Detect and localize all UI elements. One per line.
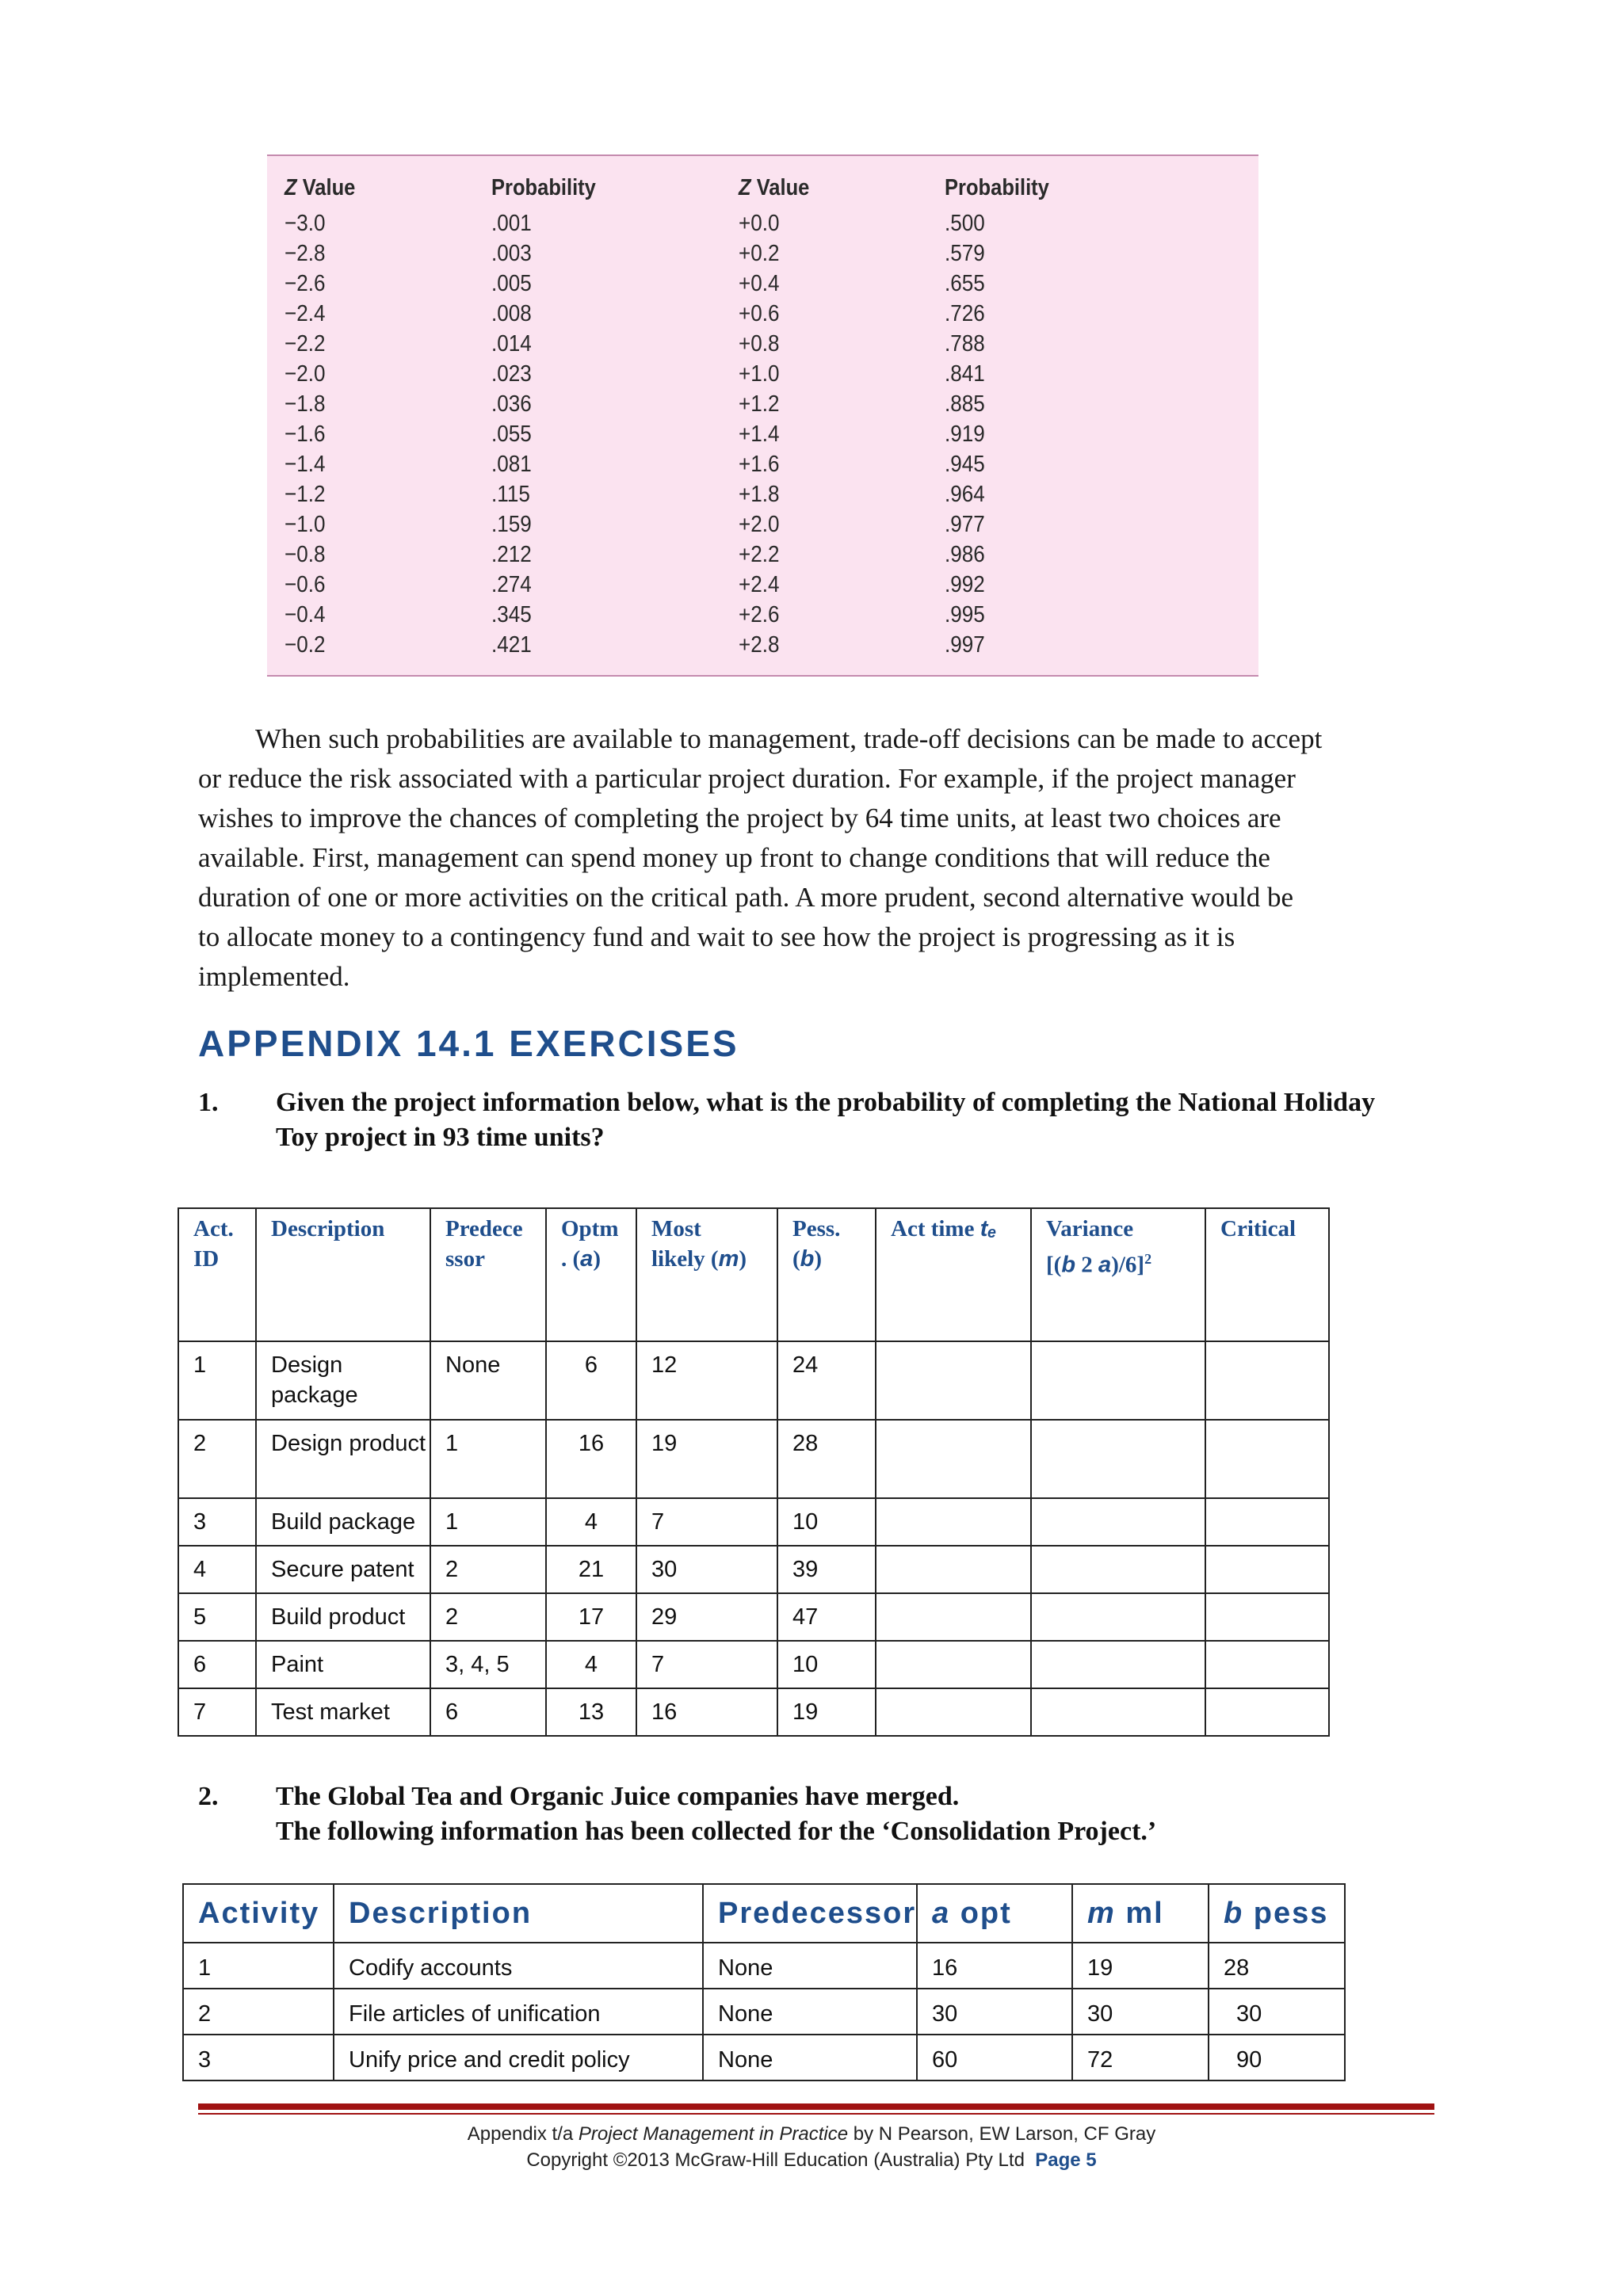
z-table-cell: +1.2 [739, 391, 780, 417]
footer-copyright: Copyright ©2013 McGraw-Hill Education (Australia) Pty Ltd Page 5 [526, 2149, 1097, 2171]
z-table-cell: .005 [491, 271, 532, 296]
z-table-cell: .345 [491, 602, 532, 627]
col-header-a-opt: a opt [917, 1884, 1072, 1943]
z-table-cell: −1.0 [285, 512, 326, 537]
cell-desc: Test market [256, 1688, 430, 1736]
table-row [178, 1593, 1329, 1641]
z-table-cell: .986 [945, 542, 985, 567]
cell-blank [876, 1498, 1031, 1546]
cell-desc: Design package [256, 1341, 430, 1420]
z-table-cell: +2.6 [739, 602, 780, 627]
cell-blank [1205, 1420, 1329, 1498]
z-table-cell: .001 [491, 211, 532, 236]
table-row [183, 2035, 1345, 2081]
z-probability-table [267, 154, 1258, 677]
probability-column-right [945, 167, 1064, 660]
footer-rule-thin [198, 2113, 1434, 2115]
cell-pred: None [430, 1341, 546, 1420]
cell-blank [1031, 1498, 1205, 1546]
cell-blank [876, 1341, 1031, 1420]
cell-id: 1 [183, 1943, 334, 1989]
cell-pred: 2 [430, 1593, 546, 1641]
cell-a: 13 [546, 1688, 636, 1736]
cell-b: 30 [1209, 1989, 1345, 2035]
probability-header: Probability [945, 175, 1049, 200]
probability-column-left [491, 167, 610, 660]
cell-a: 17 [546, 1593, 636, 1641]
col-header-most-likely: Most likely (m) [636, 1208, 777, 1341]
z-table-cell: .579 [945, 241, 985, 266]
col-header-description: Description [256, 1208, 430, 1341]
z-table-cell: .003 [491, 241, 532, 266]
cell-id: 4 [178, 1546, 256, 1593]
cell-m: 12 [636, 1341, 777, 1420]
cell-pred: 3, 4, 5 [430, 1641, 546, 1688]
cell-a: 4 [546, 1498, 636, 1546]
z-table-cell: .885 [945, 391, 985, 417]
col-header-m-ml: m ml [1072, 1884, 1209, 1943]
cell-blank [1031, 1688, 1205, 1736]
z-table-cell: .841 [945, 361, 985, 387]
z-table-cell: .274 [491, 572, 532, 597]
cell-blank [1031, 1641, 1205, 1688]
table-row [183, 1989, 1345, 2035]
body-paragraph: When such probabilities are available to management, trade-off decisions can be made to accept or reduce the risk associated with a particular project duration. For example, if the project manager wishes to improve the chances of completing the project by 64 time units, at least two choices are available. First, management can spend money up front to change conditions that will reduce the duration of one or more activities on the critical path. A more prudent, second alternative would be to allocate money to a contingency fund and wait to see how the project is progressing as it is implemented. [198, 723, 1323, 992]
z-table-cell: −1.6 [285, 421, 326, 447]
z-table-cell: .036 [491, 391, 532, 417]
z-table-cell: .212 [491, 542, 532, 567]
cell-a: 4 [546, 1641, 636, 1688]
footer-citation: Appendix t/a Project Management in Practice by N Pearson, EW Larson, CF Gray [467, 2123, 1156, 2145]
z-table-cell: −0.8 [285, 542, 326, 567]
col-header-description: Description [334, 1884, 703, 1943]
z-table-cell: −3.0 [285, 211, 326, 236]
table-row [178, 1498, 1329, 1546]
col-header-act-time: Act time tₑ [876, 1208, 1031, 1341]
cell-pred: 1 [430, 1498, 546, 1546]
z-table-cell: .014 [491, 331, 532, 357]
cell-blank [876, 1641, 1031, 1688]
z-table-cell: −0.2 [285, 632, 326, 658]
consolidation-project-table [182, 1883, 1346, 2081]
z-table-cell: .023 [491, 361, 532, 387]
z-table-cell: +1.8 [739, 482, 780, 507]
cell-b: 47 [777, 1593, 876, 1641]
cell-m: 19 [1072, 1943, 1209, 1989]
z-value-column-right [739, 167, 819, 660]
cell-blank [1031, 1420, 1205, 1498]
cell-m: 30 [1072, 1989, 1209, 2035]
z-table-cell: .008 [491, 301, 532, 326]
cell-b: 10 [777, 1498, 876, 1546]
cell-a: 16 [546, 1420, 636, 1498]
z-table-cell: +0.8 [739, 331, 780, 357]
cell-pred: None [703, 1943, 917, 1989]
z-table-cell: −2.0 [285, 361, 326, 387]
cell-blank [1031, 1593, 1205, 1641]
z-table-cell: +1.0 [739, 361, 780, 387]
cell-pred: None [703, 1989, 917, 2035]
probability-header: Probability [491, 175, 596, 200]
z-table-cell: .159 [491, 512, 532, 537]
cell-desc: Secure patent [256, 1546, 430, 1593]
cell-m: 7 [636, 1641, 777, 1688]
cell-blank [1205, 1641, 1329, 1688]
cell-desc: Build package [256, 1498, 430, 1546]
cell-blank [876, 1546, 1031, 1593]
z-table-cell: +1.4 [739, 421, 780, 447]
table-header-row [183, 1884, 1345, 1943]
table-row [178, 1688, 1329, 1736]
cell-blank [1205, 1688, 1329, 1736]
col-header-act-id: Act. ID [178, 1208, 256, 1341]
z-table-cell: +2.4 [739, 572, 780, 597]
cell-id: 3 [178, 1498, 256, 1546]
z-table-cell: +2.2 [739, 542, 780, 567]
cell-pred: 6 [430, 1688, 546, 1736]
cell-blank [876, 1593, 1031, 1641]
z-value-header: Z Value [285, 175, 356, 200]
cell-blank [876, 1420, 1031, 1498]
cell-b: 24 [777, 1341, 876, 1420]
cell-m: 72 [1072, 2035, 1209, 2081]
cell-id: 7 [178, 1688, 256, 1736]
cell-a: 30 [917, 1989, 1072, 2035]
z-table-cell: −1.4 [285, 452, 326, 477]
table-row [178, 1546, 1329, 1593]
col-header-variance: Variance [(b 2 a)/6]$^2$ [1031, 1208, 1205, 1341]
table-header-row [178, 1208, 1329, 1341]
z-table-cell: .655 [945, 271, 985, 296]
z-table-cell: +0.0 [739, 211, 780, 236]
z-table-cell: +2.8 [739, 632, 780, 658]
cell-blank [876, 1688, 1031, 1736]
cell-desc: Codify accounts [334, 1943, 703, 1989]
z-table-cell: .945 [945, 452, 985, 477]
z-table-cell: +0.6 [739, 301, 780, 326]
cell-pred: 1 [430, 1420, 546, 1498]
z-table-cell: .421 [491, 632, 532, 658]
z-table-cell: −2.2 [285, 331, 326, 357]
z-table-cell: .081 [491, 452, 532, 477]
z-table-cell: .500 [945, 211, 985, 236]
cell-blank [1205, 1593, 1329, 1641]
cell-m: 7 [636, 1498, 777, 1546]
cell-blank [1205, 1546, 1329, 1593]
table-row [178, 1420, 1329, 1498]
z-table-cell: −2.4 [285, 301, 326, 326]
z-table-cell: −2.8 [285, 241, 326, 266]
z-table-cell: .788 [945, 331, 985, 357]
question-text: Given the project information below, what is the probability of completing the National Holiday Toy project in 93 time units? [276, 1088, 1376, 1152]
table-row [183, 1943, 1345, 1989]
cell-id: 6 [178, 1641, 256, 1688]
question-text: The Global Tea and Organic Juice companies have merged. The following information has been collected for the ‘Consolidation Project.’ [276, 1782, 1157, 1846]
cell-b: 28 [777, 1420, 876, 1498]
cell-desc: Build product [256, 1593, 430, 1641]
z-table-cell: .919 [945, 421, 985, 447]
cell-m: 16 [636, 1688, 777, 1736]
cell-pred: None [703, 2035, 917, 2081]
cell-b: 19 [777, 1688, 876, 1736]
appendix-heading: APPENDIX 14.1 EXERCISES [198, 1023, 739, 1064]
cell-b: 90 [1209, 2035, 1345, 2081]
z-table-cell: .055 [491, 421, 532, 447]
cell-pred: 2 [430, 1546, 546, 1593]
cell-m: 30 [636, 1546, 777, 1593]
z-table-cell: +1.6 [739, 452, 780, 477]
z-table-cell: −2.6 [285, 271, 326, 296]
z-table-cell: +0.4 [739, 271, 780, 296]
cell-blank [1031, 1341, 1205, 1420]
cell-blank [1205, 1341, 1329, 1420]
cell-desc: Unify price and credit policy [334, 2035, 703, 2081]
z-table-cell: .726 [945, 301, 985, 326]
question-number: 2. [198, 1782, 219, 1811]
col-header-activity: Activity [183, 1884, 334, 1943]
cell-desc: Paint [256, 1641, 430, 1688]
footer-rule [198, 2103, 1434, 2110]
col-header-predecessor: Predece ssor [430, 1208, 546, 1341]
question-number: 1. [198, 1088, 219, 1117]
z-value-header: Z Value [739, 175, 810, 200]
cell-m: 29 [636, 1593, 777, 1641]
cell-b: 39 [777, 1546, 876, 1593]
cell-m: 19 [636, 1420, 777, 1498]
z-table-cell: −1.8 [285, 391, 326, 417]
z-table-cell: −0.6 [285, 572, 326, 597]
z-table-cell: .995 [945, 602, 985, 627]
z-table-cell: .115 [491, 482, 530, 507]
z-table-cell: −1.2 [285, 482, 326, 507]
col-header-pessimistic: Pess. (b) [777, 1208, 876, 1341]
z-value-column-left [285, 167, 365, 660]
cell-b: 28 [1209, 1943, 1345, 1989]
cell-blank [1031, 1546, 1205, 1593]
cell-id: 2 [178, 1420, 256, 1498]
cell-id: 5 [178, 1593, 256, 1641]
cell-desc: Design product [256, 1420, 430, 1498]
z-table-cell: .992 [945, 572, 985, 597]
z-table-cell: +0.2 [739, 241, 780, 266]
project-activity-table [178, 1207, 1330, 1737]
cell-b: 10 [777, 1641, 876, 1688]
cell-a: 60 [917, 2035, 1072, 2081]
cell-id: 3 [183, 2035, 334, 2081]
table-row [178, 1641, 1329, 1688]
z-table-cell: −0.4 [285, 602, 326, 627]
cell-a: 16 [917, 1943, 1072, 1989]
col-header-predecessor: Predecessor [703, 1884, 917, 1943]
cell-a: 6 [546, 1341, 636, 1420]
cell-desc: File articles of unification [334, 1989, 703, 2035]
table-row [178, 1341, 1329, 1420]
z-table-cell: .964 [945, 482, 985, 507]
col-header-optimistic: Optm . (a) [546, 1208, 636, 1341]
cell-blank [1205, 1498, 1329, 1546]
z-table-cell: +2.0 [739, 512, 780, 537]
z-table-cell: .977 [945, 512, 985, 537]
col-header-b-pess: b pess [1209, 1884, 1345, 1943]
cell-a: 21 [546, 1546, 636, 1593]
col-header-critical: Critical [1205, 1208, 1329, 1341]
page-number: Page 5 [1035, 2149, 1097, 2171]
z-table-cell: .997 [945, 632, 985, 658]
cell-id: 2 [183, 1989, 334, 2035]
cell-id: 1 [178, 1341, 256, 1420]
